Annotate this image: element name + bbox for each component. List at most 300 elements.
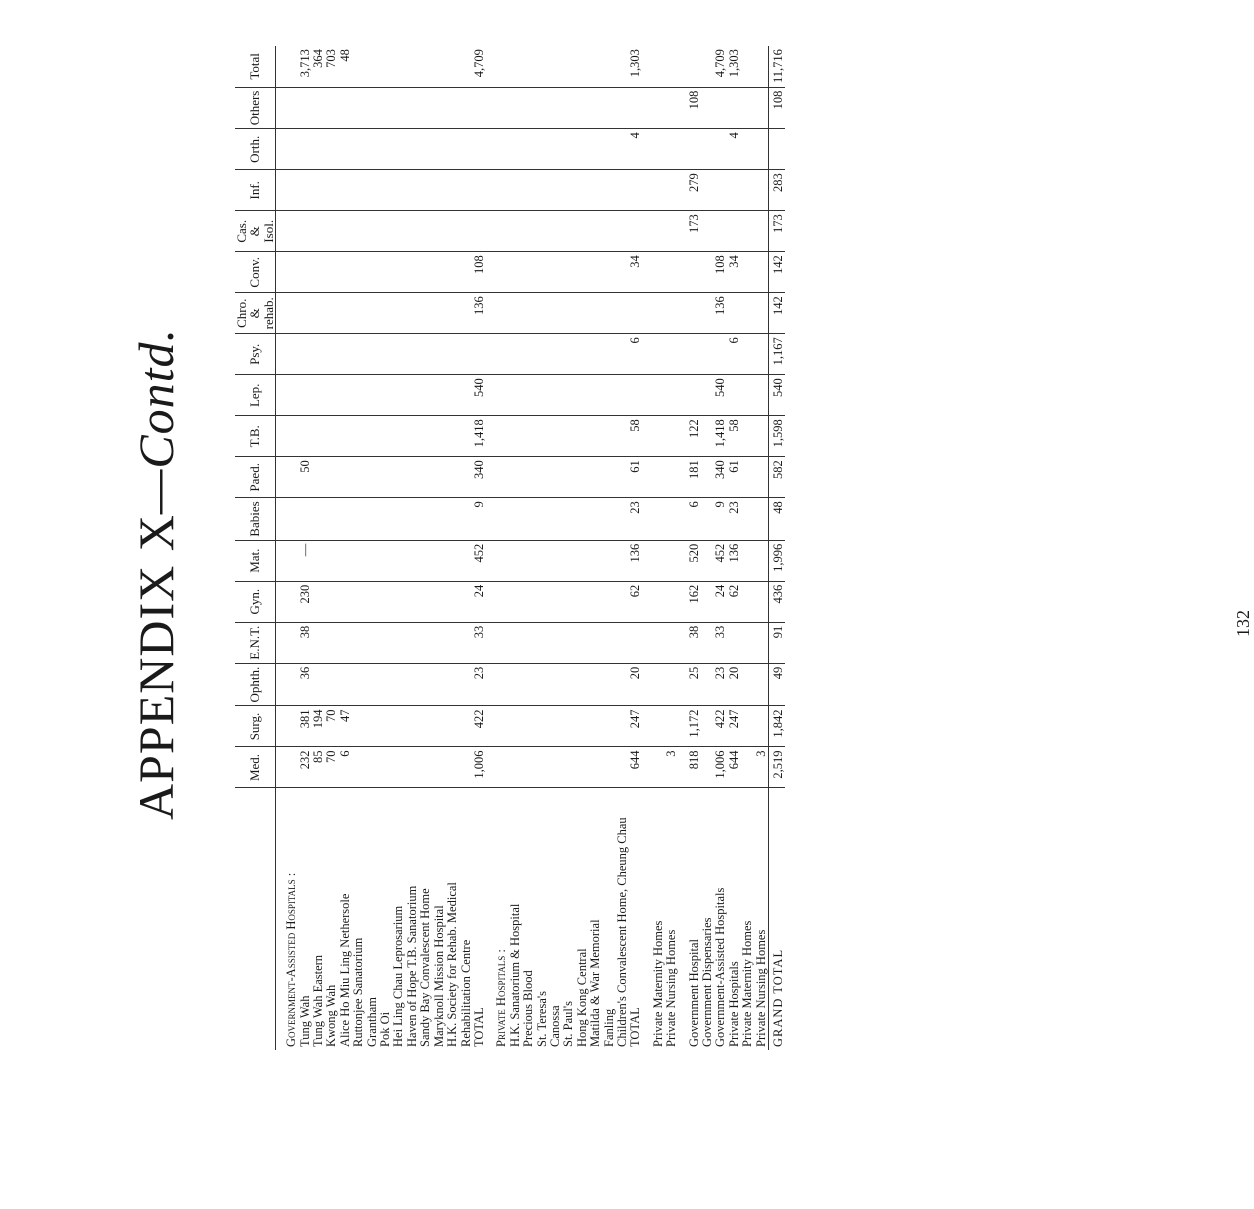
table-row-value (589, 170, 602, 211)
table-row-value (616, 416, 629, 457)
table-row-value (509, 663, 522, 706)
table-row-value (536, 375, 549, 416)
summary-row-value (755, 252, 769, 293)
column-header: Chro. & rehab. (235, 293, 276, 334)
table-row-value: 50 (299, 457, 312, 498)
table-row-value (339, 540, 352, 581)
table-row-value (433, 622, 446, 663)
table-row-value (352, 211, 365, 252)
section-heading-value (486, 170, 508, 211)
table-row-label: Matilda & War Memorial (588, 919, 603, 1047)
table-row-value (603, 375, 616, 416)
table-row-value (312, 87, 325, 129)
table-row-value (576, 170, 589, 211)
table-row-value (406, 293, 419, 334)
table-row-value (603, 211, 616, 252)
summary-row-value: 23 (728, 498, 741, 540)
grand-total-row-value: 142 (769, 293, 786, 334)
table-row-value (312, 252, 325, 293)
summary-row-value: 1,418 (714, 416, 727, 457)
table-row-value (366, 498, 379, 540)
table-row-value (325, 540, 338, 581)
table-row-value (325, 87, 338, 129)
table-row-value (616, 170, 629, 211)
summary-row-value: 6 (679, 498, 701, 540)
table-row-value (299, 293, 312, 334)
table-row-value (576, 498, 589, 540)
table-row (549, 46, 562, 1050)
table-row-value (299, 498, 312, 540)
table-row-value (299, 129, 312, 170)
rotated-page (115, 35, 1253, 1055)
table-row-value (665, 46, 678, 87)
table-row-label: Canossa (547, 1005, 562, 1047)
table-row-value (536, 334, 549, 375)
summary-row-value: 33 (714, 622, 727, 663)
summary-row-value: 452 (714, 540, 727, 581)
table-row-value (522, 334, 535, 375)
table-row-value (433, 334, 446, 375)
table-row-value (379, 87, 392, 129)
table-row-value (460, 334, 473, 375)
table-row-value (352, 457, 365, 498)
table-row-value (339, 498, 352, 540)
table-row-value (589, 46, 602, 87)
table-row-value (589, 293, 602, 334)
table-row-value (392, 87, 405, 129)
table-row (576, 46, 589, 1050)
summary-row-value (741, 211, 754, 252)
table-row-value (549, 663, 562, 706)
table-row-value (299, 87, 312, 129)
table-row-value (419, 129, 432, 170)
table-row-value (460, 375, 473, 416)
summary-row-value: 520 (679, 540, 701, 581)
table-row (433, 46, 446, 1050)
table-row-value (325, 416, 338, 457)
summary-row-value: 162 (679, 581, 701, 622)
table-row-value (406, 498, 419, 540)
summary-row-value (728, 622, 741, 663)
table-row-value (509, 540, 522, 581)
table-row-value (665, 293, 678, 334)
table-row-value (379, 747, 392, 788)
summary-row-value (755, 663, 769, 706)
table-row-value (536, 706, 549, 747)
table-row-value (339, 457, 352, 498)
table-row-value: 47 (339, 706, 352, 747)
statistics-table (235, 46, 785, 1050)
table-row-value (446, 252, 459, 293)
section-heading-value (486, 129, 508, 170)
table-row-value (379, 211, 392, 252)
table-row-value (339, 581, 352, 622)
table-row-value (325, 498, 338, 540)
table-row-value (665, 540, 678, 581)
table-row-value (406, 46, 419, 87)
table-row (339, 46, 352, 1050)
table-row-value (352, 663, 365, 706)
summary-row-value: 340 (714, 457, 727, 498)
table-row-value (312, 416, 325, 457)
summary-row-value (701, 129, 714, 170)
table-row-value (536, 581, 549, 622)
table-row-value (366, 622, 379, 663)
summary-row-value: 23 (714, 663, 727, 706)
table-row-value (536, 747, 549, 788)
table-row-value (589, 129, 602, 170)
table-row-value (549, 416, 562, 457)
table-row-value (562, 129, 575, 170)
table-row-value (616, 293, 629, 334)
section-total-row-value (473, 170, 486, 211)
summary-row-value (701, 498, 714, 540)
table-row-value (419, 46, 432, 87)
section-heading-value (276, 622, 299, 663)
table-body (276, 46, 786, 1050)
summary-row-value (755, 540, 769, 581)
table-row-value: 194 (312, 706, 325, 747)
table-row-value (562, 622, 575, 663)
section-heading-value (486, 457, 508, 498)
grand-total-row-value: 91 (769, 622, 786, 663)
header-blank (235, 788, 276, 1050)
table-row-value (536, 293, 549, 334)
table-row-value (522, 581, 535, 622)
table-row-label: St. Paul's (561, 1000, 576, 1047)
table-row-value (589, 416, 602, 457)
table-row-value (509, 211, 522, 252)
section-total-row-value: 34 (629, 252, 642, 293)
summary-row (728, 46, 741, 1050)
summary-row-value (755, 129, 769, 170)
table-row-value (522, 747, 535, 788)
table-row-label: Alice Ho Miu Ling Nethersole (337, 893, 352, 1047)
table-row-value (352, 416, 365, 457)
table-row-value (379, 252, 392, 293)
table-row-value (419, 498, 432, 540)
section-total-row-value: 33 (473, 622, 486, 663)
table-row-value (325, 170, 338, 211)
summary-row-value (701, 46, 714, 87)
table-row-value (536, 87, 549, 129)
table-row-value (576, 211, 589, 252)
summary-row-value: 1,006 (714, 747, 727, 788)
table-row-value (325, 457, 338, 498)
section-heading-value (276, 87, 299, 129)
table-row (366, 46, 379, 1050)
table-row-value (509, 46, 522, 87)
summary-row-value (728, 170, 741, 211)
table-row-value (392, 457, 405, 498)
summary-row-value (728, 293, 741, 334)
table-row-value (522, 293, 535, 334)
table-row-value (549, 706, 562, 747)
summary-row-value: 108 (714, 252, 727, 293)
summary-row-value: 4 (728, 129, 741, 170)
table-row-value: 3,713 (299, 46, 312, 87)
table-row-value (616, 622, 629, 663)
summary-row-value (755, 170, 769, 211)
section-heading-value (486, 498, 508, 540)
summary-row-value (701, 293, 714, 334)
table-row-value (576, 87, 589, 129)
table-row-label: Fanling (601, 1008, 616, 1047)
summary-row-value (701, 87, 714, 129)
table-row-value (379, 581, 392, 622)
table-row-value (589, 375, 602, 416)
section-heading (486, 46, 508, 1050)
column-header: Cas. & Isol. (235, 211, 276, 252)
section-heading-value (276, 334, 299, 375)
table-row-value (643, 87, 665, 129)
table-row-value (419, 457, 432, 498)
table-row-value (665, 211, 678, 252)
summary-row-value (714, 87, 727, 129)
summary-row-value: 181 (679, 457, 701, 498)
table-row-value (446, 663, 459, 706)
table-row-value (576, 540, 589, 581)
section-heading-value (276, 46, 299, 87)
section-total-row-value (629, 170, 642, 211)
grand-total-row-value: 436 (769, 581, 786, 622)
table-row-value (603, 46, 616, 87)
table-row-value (576, 334, 589, 375)
table-row-value (536, 622, 549, 663)
table-row-value (379, 540, 392, 581)
table-row-value (562, 87, 575, 129)
summary-row-value (755, 293, 769, 334)
table-row (562, 46, 575, 1050)
table-row-value (460, 540, 473, 581)
table-row (536, 46, 549, 1050)
table-row-value (366, 129, 379, 170)
table-row-value (616, 129, 629, 170)
table-row-value (312, 375, 325, 416)
table-row-value (352, 46, 365, 87)
table-row-value (339, 211, 352, 252)
summary-row-value (741, 334, 754, 375)
summary-row-value: 9 (714, 498, 727, 540)
table-row-value (549, 498, 562, 540)
table-row-value (366, 170, 379, 211)
table-row-label: Children's Convalescent Home, Cheung Chau (614, 817, 629, 1047)
summary-row-value (741, 540, 754, 581)
section-heading-value (486, 416, 508, 457)
summary-row-value (714, 334, 727, 375)
table-row-value (562, 457, 575, 498)
table-row-value (616, 375, 629, 416)
table-row-value (419, 211, 432, 252)
table-row-value (562, 581, 575, 622)
table-row-value (460, 581, 473, 622)
section-heading-value (486, 706, 508, 747)
table-row-value (366, 581, 379, 622)
table-row-value (576, 457, 589, 498)
table-row-value (419, 416, 432, 457)
summary-row-value: 34 (728, 252, 741, 293)
table-row-value (312, 663, 325, 706)
table-row-value: 38 (299, 622, 312, 663)
table-row-value (509, 170, 522, 211)
summary-row-label: Private Hospitals (726, 961, 741, 1047)
summary-row-value (701, 252, 714, 293)
section-heading-value (276, 170, 299, 211)
section-heading-value (276, 457, 299, 498)
column-header: T.B. (235, 416, 276, 457)
grand-total-row-value: 1,598 (769, 416, 786, 457)
table-row-label: Hei Ling Chau Leprosarium (391, 905, 406, 1047)
summary-row-value (741, 498, 754, 540)
table-row-value (522, 46, 535, 87)
summary-row-value: 136 (714, 293, 727, 334)
table-row-value (643, 416, 665, 457)
table-row-value (446, 129, 459, 170)
table-row-value (325, 375, 338, 416)
table-row-value (366, 375, 379, 416)
section-total-row-value: 23 (629, 498, 642, 540)
section-heading-value (276, 540, 299, 581)
table-row-value (446, 46, 459, 87)
table-row-value (549, 252, 562, 293)
table-row-value (392, 663, 405, 706)
table-row-value (406, 416, 419, 457)
table-row-value (643, 252, 665, 293)
summary-row-value: 58 (728, 416, 741, 457)
grand-total-row-value: 11,716 (769, 46, 786, 87)
table-row (392, 46, 405, 1050)
table-row-value (379, 170, 392, 211)
table-row-value (549, 170, 562, 211)
summary-row-value: 1,172 (679, 706, 701, 747)
table-row-value: 381 (299, 706, 312, 747)
table-row-value (460, 293, 473, 334)
table-row-value (522, 706, 535, 747)
section-heading-value (486, 46, 508, 87)
summary-row-value (741, 706, 754, 747)
section-heading-value (486, 540, 508, 581)
summary-row-value (701, 581, 714, 622)
table-row-value: 3 (665, 747, 678, 788)
table-row-value (522, 170, 535, 211)
table-row-value (603, 457, 616, 498)
column-header: Med. (235, 747, 276, 788)
summary-row-value: 24 (714, 581, 727, 622)
table-row-value (616, 46, 629, 87)
table-row-value (576, 706, 589, 747)
grand-total-row (769, 46, 786, 1050)
table-row-value (406, 170, 419, 211)
table-row-value (549, 747, 562, 788)
summary-row-value (741, 252, 754, 293)
table-row (379, 46, 392, 1050)
table-row-value (643, 293, 665, 334)
table-row (509, 46, 522, 1050)
table-row-value (576, 46, 589, 87)
table-row-value (616, 581, 629, 622)
table-row-value (536, 46, 549, 87)
table-row-value (392, 375, 405, 416)
section-heading-value (276, 663, 299, 706)
grand-total-row-value: 1,996 (769, 540, 786, 581)
summary-row-value (701, 211, 714, 252)
table-row-value (446, 622, 459, 663)
table-row-value (509, 457, 522, 498)
table-row-value (643, 747, 665, 788)
table-row-value (339, 129, 352, 170)
table-row-value (446, 540, 459, 581)
table-row-value (589, 334, 602, 375)
column-header: Conv. (235, 252, 276, 293)
table-row-value (460, 706, 473, 747)
table-row-label: Private Maternity Homes (650, 920, 665, 1047)
table-row-value (446, 416, 459, 457)
table-row-value (576, 293, 589, 334)
table-row-value (536, 170, 549, 211)
table-row-value (562, 46, 575, 87)
table-row-label: Private Nursing Homes (664, 929, 679, 1047)
table-row-value (643, 540, 665, 581)
section-total-row-value: 452 (473, 540, 486, 581)
table-row-value (665, 252, 678, 293)
table-row-value (406, 622, 419, 663)
column-header: Orth. (235, 129, 276, 170)
table-row-value (446, 293, 459, 334)
table-row-value (446, 498, 459, 540)
column-header: Inf. (235, 170, 276, 211)
table-row-value (379, 129, 392, 170)
table-row (312, 46, 325, 1050)
table-row-value (325, 581, 338, 622)
table-row-value (576, 747, 589, 788)
summary-row-value (755, 457, 769, 498)
table-row-value (549, 457, 562, 498)
summary-row-value: 422 (714, 706, 727, 747)
table-row-value (419, 663, 432, 706)
table-row-label: Rehabilitation Centre (458, 939, 473, 1047)
table-row-value (366, 87, 379, 129)
summary-row-value (755, 211, 769, 252)
table-row-value (589, 252, 602, 293)
table-row-value (509, 581, 522, 622)
section-total-row-value: 340 (473, 457, 486, 498)
appendix-title-text: APPENDIX X (128, 514, 184, 820)
table-row-value (366, 706, 379, 747)
summary-row-value: 62 (728, 581, 741, 622)
table-row-value (392, 211, 405, 252)
summary-row-value (741, 87, 754, 129)
table-row-value: 232 (299, 747, 312, 788)
summary-row-value (741, 129, 754, 170)
summary-row-value (714, 129, 727, 170)
section-total-row-value: 540 (473, 375, 486, 416)
section-heading-value (276, 498, 299, 540)
section-total-row-value (629, 622, 642, 663)
table-row-value (339, 622, 352, 663)
table-row-value (643, 622, 665, 663)
table-row-value (392, 498, 405, 540)
table-row-value: 70 (325, 706, 338, 747)
column-header: Mat. (235, 540, 276, 581)
summary-row-value (755, 706, 769, 747)
table-row-value: 48 (339, 46, 352, 87)
table-row-value (589, 211, 602, 252)
table-row-value (406, 457, 419, 498)
table-row (446, 46, 459, 1050)
table-row-value (379, 46, 392, 87)
table-row-value: 70 (325, 747, 338, 788)
table-row-value (433, 663, 446, 706)
